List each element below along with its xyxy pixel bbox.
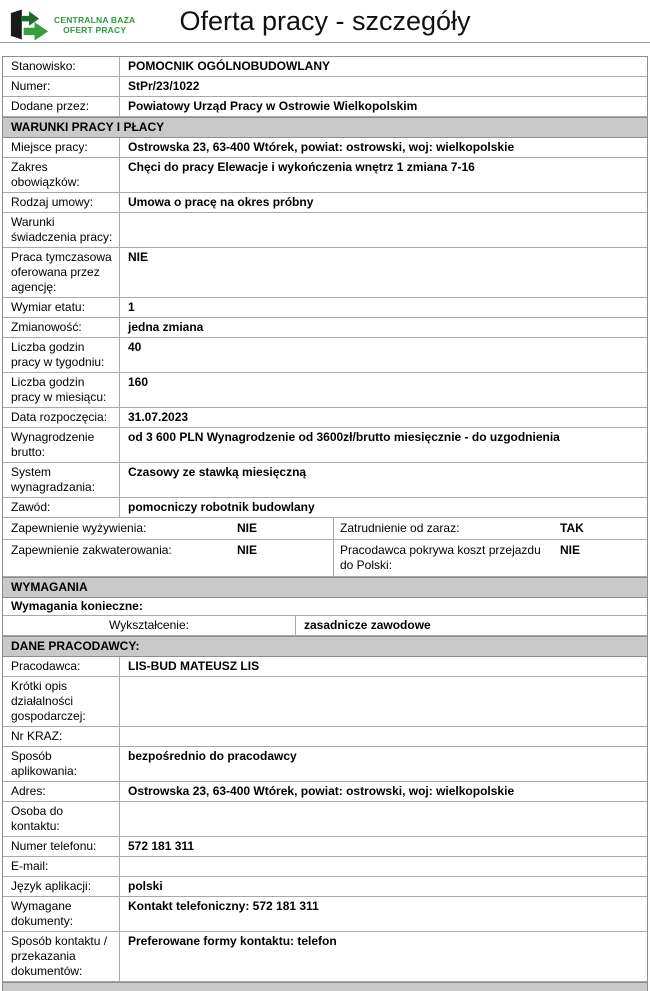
field-label: Zawód:: [3, 498, 120, 517]
cbop-arrows-icon: [10, 8, 50, 42]
field-value: 572 181 311: [128, 839, 195, 853]
field-label: Zmianowość:: [3, 318, 120, 337]
table-row: [3, 138, 647, 158]
field-value: bezpośrednio do pracodawcy: [128, 749, 297, 763]
field-label: E-mail:: [3, 857, 120, 876]
table-row: [3, 463, 647, 498]
table-row: [3, 338, 647, 373]
field-label: Wynagrodzenie brutto:: [3, 428, 120, 462]
table-row: [3, 498, 647, 518]
table-row-pair: [3, 518, 647, 540]
table-row: [3, 802, 647, 837]
field-value: Czasowy ze stawką miesięczną: [128, 465, 307, 479]
field-label: Stanowisko:: [3, 57, 120, 76]
field-value: NIE: [237, 543, 258, 557]
table-row: [3, 57, 647, 77]
field-value: Chęci do pracy Elewacje i wykończenia wnętrz 1 zmiana 7-16: [128, 160, 475, 174]
field-value: Ostrowska 23, 63-400 Wtórek, powiat: ostrowski, woj: wielkopolskie: [128, 140, 515, 154]
field-label: Sposób aplikowania:: [3, 747, 120, 781]
field-label: Język aplikacji:: [3, 877, 120, 896]
table-row: [3, 193, 647, 213]
table-row: [3, 877, 647, 897]
field-value: 1: [128, 300, 135, 314]
field-value: [120, 727, 647, 746]
table-row-indent: [3, 616, 647, 636]
pair-right: [334, 518, 647, 539]
page-header: [0, 0, 650, 43]
field-label: Wymagane dokumenty:: [3, 897, 120, 931]
field-value: [120, 802, 647, 836]
field-label: Adres:: [3, 782, 120, 801]
table-row: [3, 97, 647, 117]
field-value: 31.07.2023: [128, 410, 189, 424]
field-value: POMOCNIK OGÓLNOBUDOWLANY: [128, 59, 330, 73]
field-label: Numer telefonu:: [3, 837, 120, 856]
field-label: Krótki opis działalności gospodarczej:: [3, 677, 120, 726]
field-label: Wykształcenie:: [3, 616, 296, 635]
field-value: NIE: [560, 543, 581, 557]
field-label: Liczba godzin pracy w tygodniu:: [3, 338, 120, 372]
field-label: Pracodawca pokrywa koszt przejazdu do Polski:: [340, 543, 541, 572]
field-value: [120, 677, 647, 726]
field-value: Powiatowy Urząd Pracy w Ostrowie Wielkopolskim: [128, 99, 418, 113]
field-value: Ostrowska 23, 63-400 Wtórek, powiat: ostrowski, woj: wielkopolskie: [128, 784, 515, 798]
page-title: Oferta pracy - szczegóły: [179, 6, 471, 36]
section-header: DANE PRACODAWCY:: [3, 636, 647, 657]
field-label: Zapewnienie zakwaterowania:: [11, 543, 172, 557]
field-value: NIE: [237, 521, 258, 535]
field-label: Wymiar etatu:: [3, 298, 120, 317]
table-row: [3, 298, 647, 318]
field-label: Zatrudnienie od zaraz:: [340, 521, 460, 535]
field-value: [120, 213, 647, 247]
field-value: NIE: [128, 250, 149, 264]
field-label: Zakres obowiązków:: [3, 158, 120, 192]
field-label: Sposób kontaktu / przekazania dokumentów:: [3, 932, 120, 981]
field-label: Zapewnienie wyżywienia:: [11, 521, 147, 535]
table-row-pair: [3, 540, 647, 577]
field-label: Osoba do kontaktu:: [3, 802, 120, 836]
table-row: [3, 657, 647, 677]
table-row: [3, 318, 647, 338]
table-row: [3, 408, 647, 428]
field-value: zasadnicze zawodowe: [304, 618, 431, 632]
offer-details-table: [2, 56, 648, 982]
section-header-cutoff: [2, 982, 648, 991]
table-row: [3, 213, 647, 248]
field-label: Numer:: [3, 77, 120, 96]
field-label: Nr KRAZ:: [3, 727, 120, 746]
pair-left: [3, 540, 334, 576]
table-row: [3, 782, 647, 802]
table-row: [3, 897, 647, 932]
table-row: [3, 837, 647, 857]
table-row: [3, 727, 647, 747]
field-value: jedna zmiana: [128, 320, 204, 334]
table-row: [3, 158, 647, 193]
field-label: Warunki świadczenia pracy:: [3, 213, 120, 247]
field-value: pomocniczy robotnik budowlany: [128, 500, 315, 514]
table-row: [3, 428, 647, 463]
cbop-logo-line1: CENTRALNA BAZA: [54, 15, 136, 25]
table-row: [3, 77, 647, 97]
pair-left: [3, 518, 334, 539]
field-label: Rodzaj umowy:: [3, 193, 120, 212]
cbop-logo-text: [54, 15, 135, 35]
field-label: Data rozpoczęcia:: [3, 408, 120, 427]
field-value: TAK: [560, 521, 584, 535]
table-row: [3, 248, 647, 298]
field-label: Praca tymczasowa oferowana przez agencję:: [3, 248, 120, 297]
field-label: Liczba godzin pracy w miesiącu:: [3, 373, 120, 407]
field-value: Kontakt telefoniczny: 572 181 311: [128, 899, 319, 913]
field-value: Preferowane formy kontaktu: telefon: [128, 934, 337, 948]
field-value: StPr/23/1022: [128, 79, 200, 93]
field-value: od 3 600 PLN Wynagrodzenie od 3600zł/brutto miesięcznie - do uzgodnienia: [128, 430, 560, 444]
section-header: WYMAGANIA: [3, 577, 647, 598]
pair-right: [334, 540, 647, 576]
field-label: Miejsce pracy:: [3, 138, 120, 157]
field-label: Pracodawca:: [3, 657, 120, 676]
table-row: [3, 747, 647, 782]
field-value: LIS-BUD MATEUSZ LIS: [128, 659, 260, 673]
table-row: [3, 857, 647, 877]
field-value: 40: [128, 340, 142, 354]
cbop-logo: [10, 8, 135, 42]
cbop-logo-line2: OFERT PRACY: [63, 25, 127, 35]
field-label: System wynagradzania:: [3, 463, 120, 497]
section-header: WARUNKI PRACY I PŁACY: [3, 117, 647, 138]
sub-section-header: Wymagania konieczne:: [3, 598, 647, 616]
field-value: polski: [128, 879, 163, 893]
field-value: 160: [128, 375, 149, 389]
table-row: [3, 373, 647, 408]
table-row: [3, 932, 647, 982]
field-label: Dodane przez:: [3, 97, 120, 116]
field-value: Umowa o pracę na okres próbny: [128, 195, 314, 209]
table-row: [3, 677, 647, 727]
field-value: [120, 857, 647, 876]
